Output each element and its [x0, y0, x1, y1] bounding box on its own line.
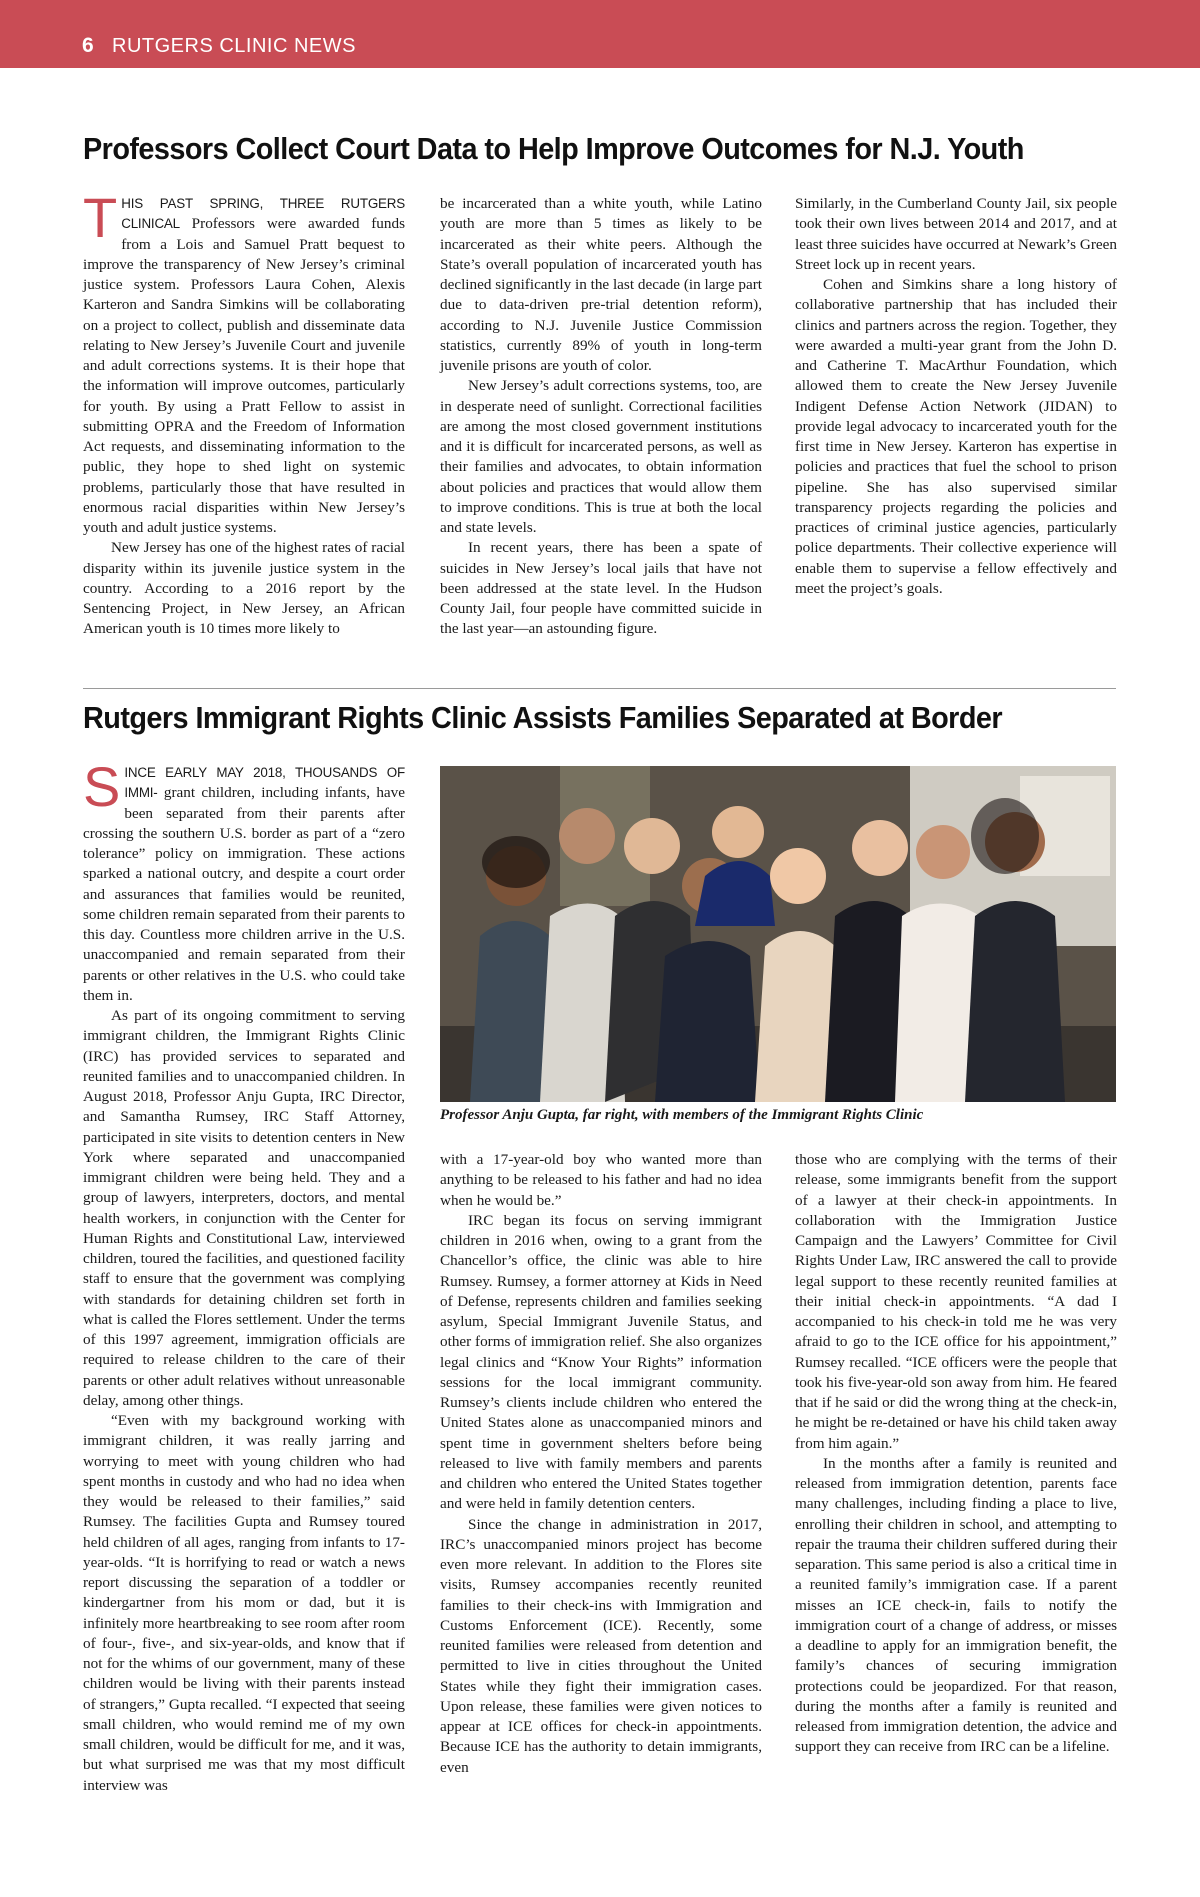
article2-column-2 [440, 1150, 762, 1778]
article1-column-2 [440, 194, 762, 640]
photo-caption: Professor Anju Gupta, far right, with members of the Immigrant Rights Clinic [440, 1107, 924, 1123]
article1-paragraph: Cohen and Simkins share a long history of collaborative partnership that has included their clinics and partners across the region. Together, they were awarded a multi-year grant from the John D. and Catherine T. MacArthur Foundation, which allowed them to create the New Jersey Juvenile Indigent Defense Action Network (JIDAN) to provide legal advocacy to incarcerated youth for the first time in New Jersey. Karteron has expertise in policies and practices that fuel the school to prison pipeline. She has also supervised similar transparency projects regarding the policies and practices of criminal justice agencies, particularly police departments. Their collective experience will enable them to supervise a fellow effectively and meet the project’s goals. [795, 276, 1117, 597]
page-header-bar [0, 0, 1200, 68]
article2-paragraph: “Even with my background working with immigrant children, it was really jarring and worrying to meet with young children who had spent months in custody and who had no idea when they would be released to their families,” said Rumsey. The facilities Gupta and Rumsey toured held children of all ages, ranging from infants to 17-year-olds. “It is horrifying to read or watch a news report discussing the separation of a toddler or kindergartner from his mom or dad, but it is infinitely more heartbreaking to see room after room of four-, five-, and six-year-olds, and know that if not for the whims of our government, many of these children would be living with their parents instead of strangers,” Gupta recalled. “I expected that seeing small children, who would remind me of my own small children, would be difficult for me, and it was, but what surprised me was that my most difficult interview was [83, 1412, 405, 1794]
article1-paragraph: Similarly, in the Cumberland County Jail, six people took their own lives between 2014 and 2017, and at least three suicides have occurred at Newark’s Green Street lock up in recent years. [795, 195, 1117, 273]
article2-lead-paragraph [83, 755, 405, 1006]
publication-name: RUTGERS CLINIC NEWS [112, 35, 356, 57]
group-photo-illustration [440, 766, 1116, 1102]
article1-paragraph: New Jersey’s adult corrections systems, too, are in desperate need of sunlight. Correctional facilities are among the most closed government institutions and it is difficult for incarcerated persons, as well as their families and advocates, to obtain information about policies and practices that would allow them to improve conditions. This is true at both the local and state levels. [440, 377, 762, 536]
article2-paragraph: grant children, including infants, have been separated from their parents after crossing the southern U.S. border as part of a “zero tolerance” policy on immigration. These actions sparked a national outcry, and despite a court order and assurances that families would be reunited, some children remain separated from their parents to this day. Countless more children arrive in the U.S. unaccompanied and remain separated from their parents or other relatives in the U.S. who could take them in. [83, 784, 405, 1004]
article1-headline: Professors Collect Court Data to Help Improve Outcomes for N.J. Youth [83, 131, 1024, 166]
page-number: 6 [82, 34, 94, 57]
article2-paragraph: with a 17-year-old boy who wanted more than anything to be released to his father and had no idea when he would be.” [440, 1151, 762, 1209]
article2-column-3 [795, 1150, 1117, 1758]
article1-paragraph: be incarcerated than a white youth, while Latino youth are more than 5 times as likely to be incarcerated as their white peers. Although the State’s overall population of incarcerated youth has declined significantly in the last decade (in large part due to data-driven pre-trial detention reform), according to N.J. Juvenile Justice Commission statistics, currently 89% of youth in long-term juvenile prisons are youth of color. [440, 195, 762, 374]
article2-headline: Rutgers Immigrant Rights Clinic Assists Families Separated at Border [83, 700, 1003, 735]
article1-lead-caps: HIS PAST SPRING, THREE RUTGERS CLINICAL [121, 196, 405, 232]
article1-paragraph: In recent years, there has been a spate of suicides in New Jersey’s local jails that have not been addressed at the state level. In the Hudson County Jail, four people have committed suicide in the last year—an astounding figure. [440, 539, 762, 638]
article2-lead-caps: INCE EARLY MAY 2018, THOUSANDS OF IMMI- [124, 765, 405, 801]
group-photo [440, 766, 1116, 1102]
article2-paragraph: Since the change in administration in 2017, IRC’s unaccompanied minors project has become even more relevant. In addition to the Flores site visits, Rumsey accompanies recently reunited families to their check-ins with Immigration and Customs Enforcement (ICE). Recently, some reunited families were released from detention and permitted to live in cities throughout the United States while they fight their immigration cases. Upon release, these families were given notices to appear at ICE offices for check-in appointments. Because ICE has the authority to detain immigrants, even [440, 1515, 762, 1776]
article2-dropcap: S [83, 755, 121, 818]
article1-lead-paragraph [83, 186, 405, 538]
article1-column-3 [795, 194, 1117, 599]
article2-paragraph: IRC began its focus on serving immigrant children in 2016 when, owing to a grant from the Chancellor’s office, the clinic was able to hire Rumsey. Rumsey, a former attorney at Kids in Need of Defense, represents children and families seeking asylum, Special Immigrant Juvenile Status, and other forms of immigration relief. She also organizes legal clinics and “Know Your Rights” information sessions for the local immigrant community. Rumsey’s clients include children who entered the United States alone as unaccompanied minors and spent time in government shelters before being released to live with family members and parents and children who entered the United States together and were held in family detention centers. [440, 1211, 762, 1513]
article2-paragraph: those who are complying with the terms of their release, some immigrants benefit from the support of a lawyer at their check-in appointments. In collaboration with the Immigration Justice Campaign and the Lawyers’ Committee for Civil Rights Under Law, IRC answered the call to provide legal support to these recently reunited families at their initial check-in appointments. “A dad I accompanied to his check-in told me he was very afraid to go to the ICE office for his appointment,” Rumsey recalled. “ICE officers were the people that took his five-year-old son away from him. He feared that if he said or did the wrong thing at the check-in, he might be re-detained or have his child taken away from him again.” [795, 1151, 1117, 1452]
article2-column-1 [83, 755, 405, 1796]
article1-paragraph: Professors were awarded funds from a Lois and Samuel Pratt bequest to improve the transparency of New Jersey’s criminal justice system. Professors Laura Cohen, Alexis Karteron and Sandra Simkins will be collaborating on a project to collect, publish and disseminate data relating to New Jersey’s Juvenile Court and juvenile and adult corrections systems. It is their hope that the information will improve outcomes, particularly for youth. By using a Pratt Fellow to assist in submitting OPRA and the Freedom of Information Act requests, and disseminating information to the public, they hope to shed light on systemic problems, particularly those that have resulted in enormous racial disparities within New Jersey’s youth and adult justice systems. [83, 215, 405, 536]
article2-paragraph: In the months after a family is reunited and released from immigration detention, parents face many challenges, including finding a place to live, enrolling their children in school, and attempting to repair the trauma their children suffered during their separation. This same period is also a critical time in a reunited family’s immigration case. If a parent misses an ICE check-in, fails to notify the immigration court of a change of address, or misses a deadline to apply for an immigration benefit, the family’s chances of securing immigration protections could be jeopardized. For that reason, during the months after a family is reunited and released from immigration detention, the advice and support they can receive from IRC can be a lifeline. [795, 1454, 1117, 1756]
article1-dropcap: T [83, 186, 118, 249]
article1-column-1 [83, 186, 405, 640]
article2-paragraph: As part of its ongoing commitment to serving immigrant children, the Immigrant Rights Clinic (IRC) has provided services to separated and reunited families and to unaccompanied children. In August 2018, Professor Anju Gupta, IRC Director, and Samantha Rumsey, IRC Staff Attorney, participated in site visits to detention centers in New York where separated and unaccompanied immigrant children were being held. They and a group of lawyers, interpreters, doctors, and mental health workers, in conjunction with the Center for Human Rights and Constitutional Law, interviewed children, toured the facilities, and questioned facility staff to ensure that the government was complying with standards for detaining children set forth in what is called the Flores settlement. Under the terms of this 1997 agreement, immigration officials are required to release children to the care of their parents or other adult relatives without unreasonable delay, among other things. [83, 1007, 405, 1409]
article1-paragraph: New Jersey has one of the highest rates of racial disparity within its juvenile justice system in the country. According to a 2016 report by the Sentencing Project, in New Jersey, an African American youth is 10 times more likely to [83, 539, 405, 638]
section-divider [83, 688, 1116, 689]
